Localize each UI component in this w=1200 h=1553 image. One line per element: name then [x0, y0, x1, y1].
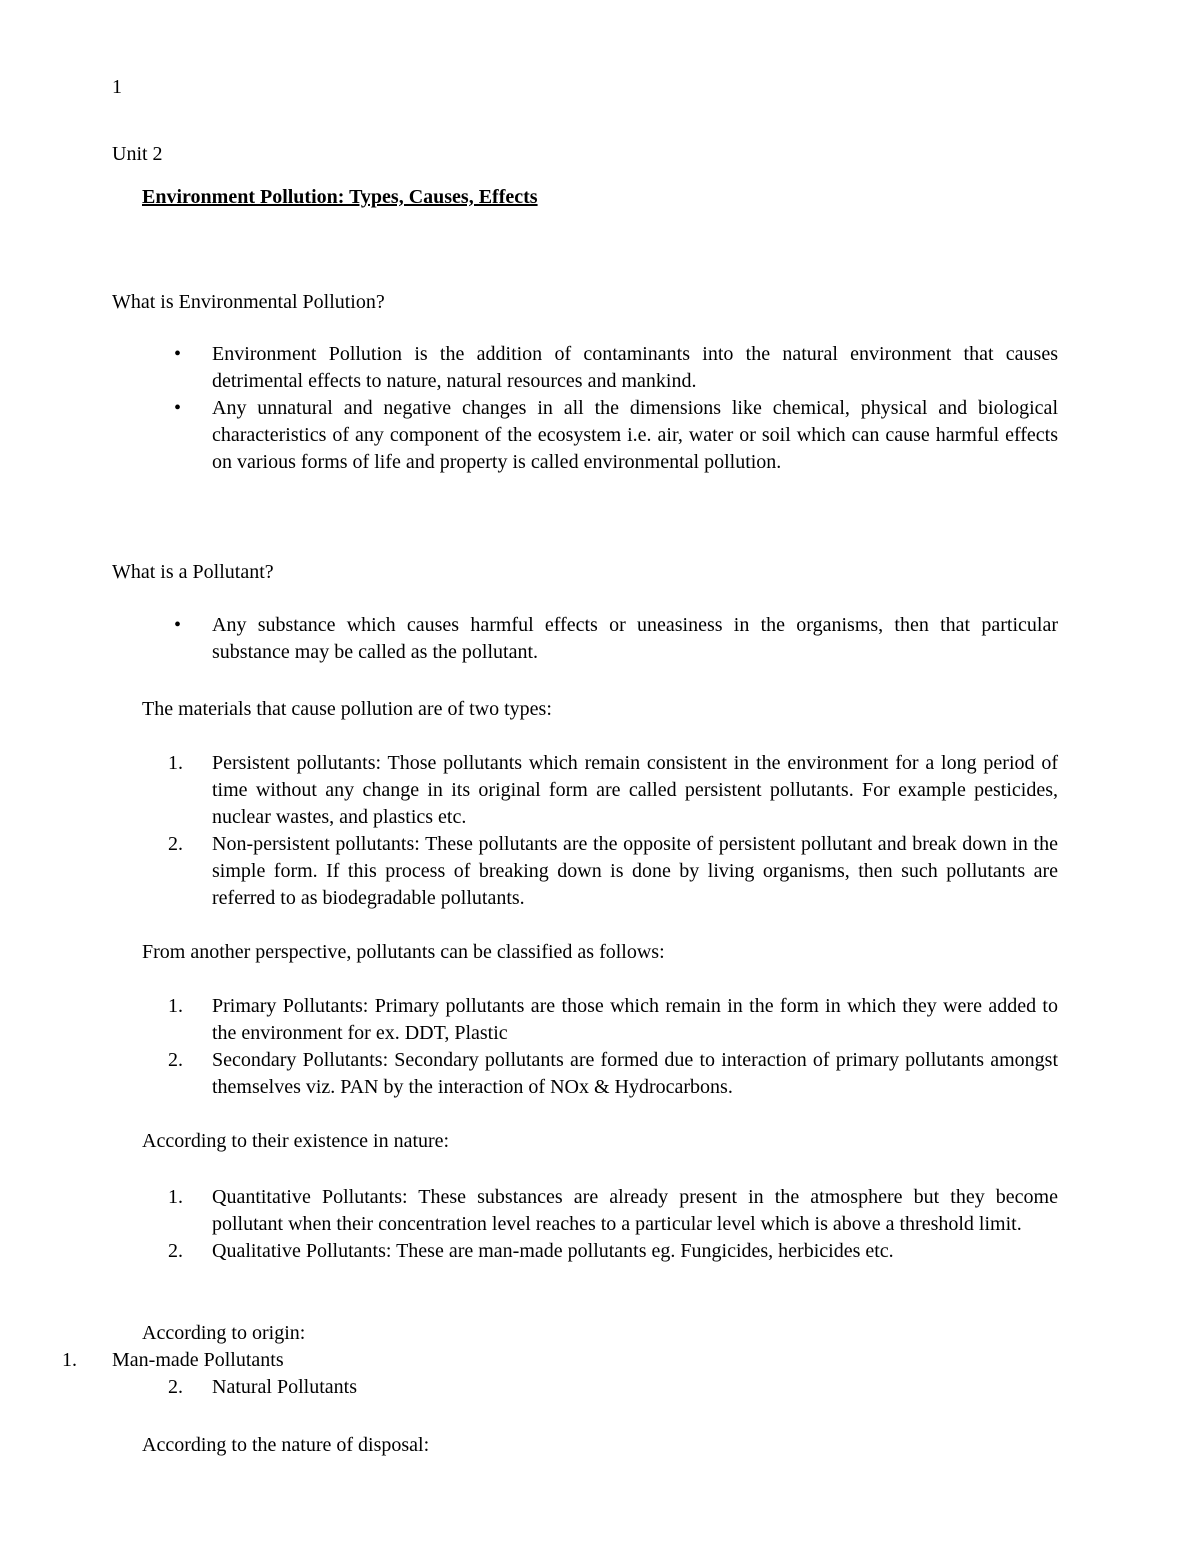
- existence-list: [168, 1184, 1058, 1265]
- document-title: Environment Pollution: Types, Causes, Effects: [142, 186, 538, 208]
- list-item: 1. Quantitative Pollutants: These substances are already present in the atmosphere but they become pollutant when their concentration level reaches to a particular level which is above a threshold limit.: [168, 1186, 1058, 1235]
- types-list: [168, 750, 1058, 912]
- heading-environmental-pollution: What is Environmental Pollution?: [112, 291, 385, 313]
- bullet-icon: •: [174, 397, 182, 419]
- definition-bullet-list: [174, 341, 1058, 476]
- list-item: 1. Man-made Pollutants: [62, 1349, 284, 1371]
- list-item: • Environment Pollution is the addition of contaminants into the natural environment that causes detrimental effects to nature, natural resources and mankind.: [174, 343, 1058, 392]
- list-item: 1. Persistent pollutants: Those pollutants which remain consistent in the environment for a long period of time without any change in its original form are called persistent pollutants. For example pesticides, nuclear wastes, and plastics etc.: [168, 752, 1058, 828]
- unit-label: Unit 2: [112, 143, 163, 165]
- perspective-list: [168, 993, 1058, 1101]
- bullet-icon: •: [174, 343, 182, 365]
- page-number: 1: [112, 76, 122, 98]
- list-item: • Any unnatural and negative changes in all the dimensions like chemical, physical and biological characteristics of any component of the ecosystem i.e. air, water or soil which can cause harmful effects on various forms of life and property is called environmental pollution.: [174, 397, 1058, 473]
- origin-intro: According to origin:: [142, 1322, 306, 1344]
- bullet-icon: •: [174, 614, 182, 636]
- types-intro: The materials that cause pollution are of two types:: [142, 698, 552, 720]
- list-item: 2. Qualitative Pollutants: These are man-made pollutants eg. Fungicides, herbicides etc.: [168, 1240, 894, 1262]
- list-item: 1. Primary Pollutants: Primary pollutants are those which remain in the form in which they were added to the environment for ex. DDT, Plastic: [168, 995, 1058, 1044]
- origin-list: [168, 1374, 1058, 1401]
- list-item: 2. Secondary Pollutants: Secondary pollutants are formed due to interaction of primary pollutants amongst themselves viz. PAN by the interaction of NOx & Hydrocarbons.: [168, 1049, 1058, 1098]
- list-item: 2. Non-persistent pollutants: These pollutants are the opposite of persistent pollutant and break down in the simple form. If this process of breaking down is done by living organisms, then such pollutants are referred to as biodegradable pollutants.: [168, 833, 1058, 909]
- pollutant-bullet-list: [174, 612, 1058, 666]
- list-item: 2. Natural Pollutants: [168, 1376, 357, 1398]
- perspective-intro: From another perspective, pollutants can be classified as follows:: [142, 941, 665, 963]
- existence-intro: According to their existence in nature:: [142, 1130, 450, 1152]
- list-item: • Any substance which causes harmful effects or uneasiness in the organisms, then that particular substance may be called as the pollutant.: [174, 614, 1058, 663]
- heading-pollutant: What is a Pollutant?: [112, 561, 274, 583]
- disposal-intro: According to the nature of disposal:: [142, 1434, 430, 1456]
